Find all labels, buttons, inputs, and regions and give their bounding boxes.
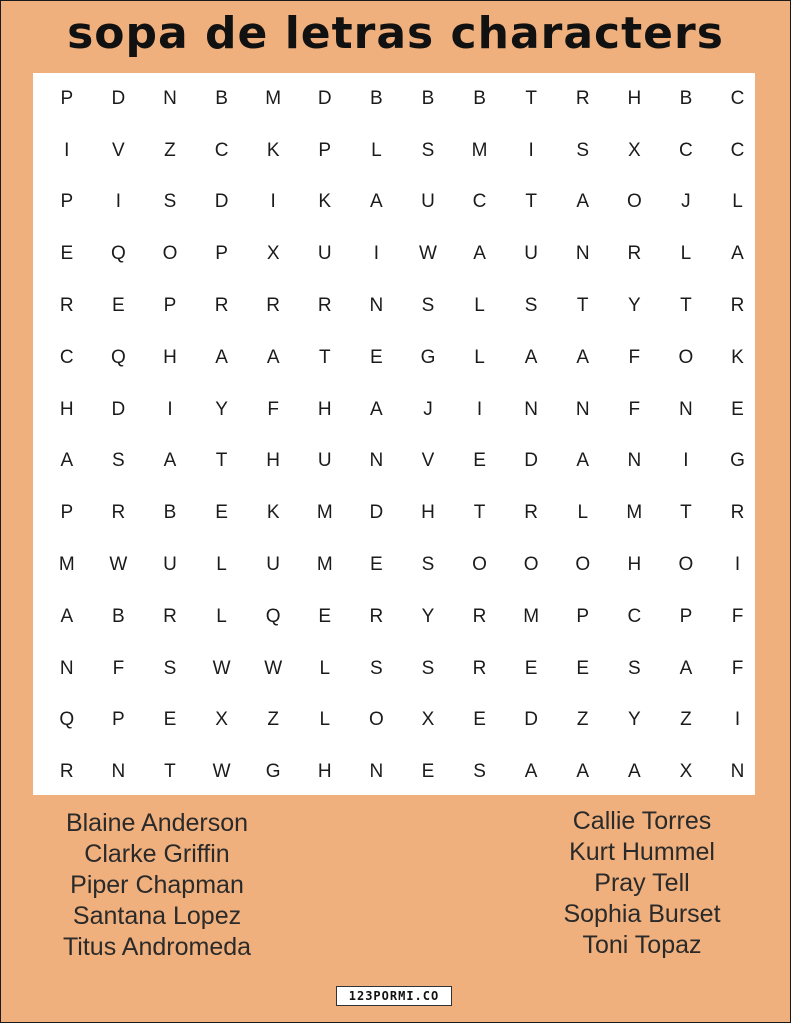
grid-cell[interactable]: M	[58, 554, 75, 576]
grid-cell[interactable]: F	[267, 398, 279, 420]
letter-grid	[41, 73, 763, 798]
grid-cell[interactable]: L	[216, 554, 227, 576]
grid-cell[interactable]: D	[524, 709, 538, 731]
grid-cell[interactable]: R	[369, 605, 384, 627]
grid-cell[interactable]: C	[730, 139, 745, 161]
grid-cell[interactable]: E	[473, 450, 486, 472]
grid-cell[interactable]: O	[678, 346, 694, 368]
grid-cell[interactable]: B	[370, 87, 383, 109]
grid-cell[interactable]: Q	[59, 709, 75, 731]
grid-cell[interactable]: S	[163, 657, 177, 679]
grid-cell[interactable]: D	[317, 87, 332, 109]
grid-cell[interactable]: U	[317, 243, 332, 265]
grid-cell[interactable]: L	[474, 346, 485, 368]
grid-cell[interactable]: R	[111, 502, 126, 524]
grid-cell[interactable]: T	[680, 295, 692, 317]
grid-cell[interactable]: B	[112, 605, 125, 627]
grid-cell[interactable]: I	[528, 139, 534, 161]
grid-cell[interactable]: L	[319, 657, 331, 679]
grid-cell[interactable]: L	[216, 605, 227, 627]
grid-cell[interactable]: A	[215, 346, 228, 368]
grid-cell[interactable]: P	[679, 605, 693, 627]
grid-cell[interactable]: R	[627, 243, 642, 265]
grid-cell[interactable]: S	[421, 139, 435, 161]
grid-cell[interactable]: G	[730, 450, 745, 472]
grid-cell[interactable]: O	[575, 554, 591, 576]
grid-cell[interactable]: F	[628, 398, 641, 420]
grid-cell[interactable]: A	[370, 398, 383, 420]
word-list-left	[46, 808, 268, 963]
word-list-item: Callie Torres	[572, 807, 712, 835]
grid-cell[interactable]: J	[681, 191, 691, 213]
grid-cell[interactable]: A	[627, 761, 641, 783]
grid-cell[interactable]: H	[627, 554, 642, 576]
grid-cell[interactable]: K	[266, 502, 280, 524]
grid-cell[interactable]: O	[368, 709, 384, 731]
grid-cell[interactable]: H	[59, 398, 74, 420]
puzzle-board	[33, 73, 755, 795]
page-title: sopa de letras characters	[67, 8, 724, 59]
grid-cell[interactable]: O	[472, 554, 487, 576]
grid-cell[interactable]: S	[627, 657, 641, 679]
grid-cell[interactable]: I	[167, 398, 173, 420]
grid-cell[interactable]: X	[627, 139, 641, 161]
grid-cell[interactable]: H	[421, 502, 435, 524]
grid-cell[interactable]: P	[60, 191, 74, 213]
grid-cell[interactable]: A	[524, 761, 538, 783]
grid-cell[interactable]: U	[317, 450, 332, 472]
grid-cell[interactable]: E	[60, 243, 74, 265]
grid-cell[interactable]: A	[576, 761, 590, 783]
grid-cell[interactable]: C	[472, 191, 487, 213]
grid-cell[interactable]: K	[731, 346, 744, 368]
grid-cell[interactable]: A	[576, 191, 590, 213]
grid-cell[interactable]: E	[524, 657, 538, 679]
grid-cell[interactable]: E	[473, 709, 486, 731]
grid-cell[interactable]: I	[115, 191, 122, 213]
grid-cell[interactable]: N	[369, 295, 384, 317]
grid-cell[interactable]: R	[266, 295, 281, 317]
grid-cell[interactable]: E	[163, 709, 177, 731]
grid-cell[interactable]: U	[421, 191, 435, 213]
grid-cell[interactable]: T	[164, 761, 176, 783]
grid-cell[interactable]: U	[524, 243, 538, 265]
grid-cell[interactable]: L	[319, 709, 331, 731]
grid-cell[interactable]: E	[112, 295, 125, 317]
grid-cell[interactable]: A	[60, 450, 74, 472]
grid-cell[interactable]: P	[60, 502, 74, 524]
grid-cell[interactable]: E	[576, 657, 590, 679]
grid-cell[interactable]: W	[212, 761, 231, 783]
grid-cell[interactable]: S	[524, 295, 538, 317]
grid-cell[interactable]: A	[370, 191, 383, 213]
grid-cell[interactable]: R	[317, 295, 332, 317]
grid-cell[interactable]: R	[730, 502, 745, 524]
grid-cell[interactable]: T	[680, 502, 692, 524]
grid-cell[interactable]: L	[680, 243, 692, 265]
grid-cell[interactable]: I	[683, 450, 689, 472]
grid-cell[interactable]: N	[163, 87, 177, 109]
grid-cell[interactable]: Y	[215, 398, 228, 420]
grid-cell[interactable]: N	[524, 398, 538, 420]
grid-cell[interactable]: M	[265, 87, 282, 109]
grid-cell[interactable]: P	[215, 243, 228, 265]
grid-cell[interactable]: H	[317, 761, 332, 783]
grid-cell[interactable]: S	[421, 295, 435, 317]
grid-cell[interactable]: T	[576, 295, 589, 317]
grid-cell[interactable]: M	[316, 502, 333, 524]
grid-cell[interactable]: C	[59, 346, 74, 368]
word-list-item: Clarke Griffin	[84, 840, 230, 868]
grid-cell[interactable]: N	[111, 761, 126, 783]
grid-cell[interactable]: B	[421, 87, 435, 109]
grid-cell[interactable]: I	[373, 243, 379, 265]
grid-cell[interactable]: W	[418, 243, 437, 265]
grid-cell[interactable]: Y	[627, 295, 641, 317]
grid-cell[interactable]: V	[112, 139, 125, 161]
grid-cell[interactable]: H	[317, 398, 332, 420]
grid-cell[interactable]: B	[679, 87, 693, 109]
grid-cell[interactable]: O	[523, 554, 539, 576]
grid-cell[interactable]: R	[472, 605, 487, 627]
word-list-item: Sophia Burset	[563, 900, 721, 928]
grid-cell[interactable]: Z	[576, 709, 589, 731]
grid-cell[interactable]: E	[421, 761, 435, 783]
grid-cell[interactable]: W	[109, 554, 128, 576]
grid-cell[interactable]: E	[370, 346, 383, 368]
grid-cell[interactable]: W	[212, 657, 231, 679]
word-list-item: Kurt Hummel	[569, 838, 715, 866]
grid-cell[interactable]: R	[472, 657, 487, 679]
grid-cell[interactable]: T	[525, 191, 537, 213]
grid-cell[interactable]: F	[628, 346, 641, 368]
grid-cell[interactable]: A	[473, 243, 486, 265]
grid-cell[interactable]: R	[730, 295, 745, 317]
grid-cell[interactable]: T	[318, 346, 331, 368]
grid-cell[interactable]: Z	[164, 139, 176, 161]
grid-cell[interactable]: N	[369, 450, 384, 472]
grid-cell[interactable]: Q	[265, 605, 281, 627]
grid-cell[interactable]: S	[370, 657, 383, 679]
grid-cell[interactable]: I	[270, 191, 276, 213]
grid-cell[interactable]: A	[60, 605, 74, 627]
grid-cell[interactable]: M	[523, 605, 540, 627]
grid-cell[interactable]: M	[626, 502, 643, 524]
grid-cell[interactable]: O	[626, 191, 642, 213]
grid-cell[interactable]: V	[421, 450, 435, 472]
grid-cell[interactable]: N	[627, 450, 642, 472]
grid-cell[interactable]: I	[734, 554, 741, 576]
grid-cell[interactable]: P	[163, 295, 177, 317]
grid-cell[interactable]: S	[576, 139, 590, 161]
grid-cell[interactable]: C	[214, 139, 229, 161]
grid-cell[interactable]: N	[575, 398, 590, 420]
grid-cell[interactable]: C	[679, 139, 693, 161]
grid-cell[interactable]: L	[474, 295, 485, 317]
grid-cell[interactable]: C	[730, 87, 745, 109]
grid-cell[interactable]: R	[59, 295, 74, 317]
grid-cell[interactable]: D	[111, 398, 126, 420]
grid-cell[interactable]: M	[316, 554, 333, 576]
grid-cell[interactable]: S	[421, 554, 435, 576]
grid-cell[interactable]: Q	[111, 243, 126, 265]
grid-cell[interactable]: A	[524, 346, 538, 368]
word-list-item: Pray Tell	[594, 869, 690, 897]
grid-cell[interactable]: N	[730, 761, 745, 783]
grid-cell[interactable]: S	[473, 761, 486, 783]
grid-cell[interactable]: I	[734, 709, 741, 731]
grid-cell[interactable]: B	[163, 502, 177, 524]
grid-cell[interactable]: B	[215, 87, 228, 109]
grid-cell[interactable]: R	[214, 295, 229, 317]
word-list-item: Piper Chapman	[70, 871, 244, 899]
grid-cell[interactable]: T	[473, 502, 486, 524]
grid-cell[interactable]: L	[577, 502, 589, 524]
grid-cell[interactable]: P	[318, 139, 332, 161]
grid-cell[interactable]: P	[60, 87, 74, 109]
grid-cell[interactable]: C	[627, 605, 642, 627]
grid-cell[interactable]: D	[524, 450, 538, 472]
grid-cell[interactable]: T	[525, 87, 537, 109]
grid-cell[interactable]: W	[264, 657, 283, 679]
grid-cell[interactable]: P	[576, 605, 590, 627]
grid-cell[interactable]: B	[473, 87, 486, 109]
grid-cell[interactable]: P	[112, 709, 125, 731]
word-list-item: Blaine Anderson	[65, 809, 249, 837]
grid-cell[interactable]: H	[163, 346, 177, 368]
grid-cell[interactable]: M	[471, 139, 488, 161]
grid-cell[interactable]: R	[524, 502, 538, 524]
grid-cell[interactable]: J	[423, 398, 433, 420]
grid-cell[interactable]: X	[421, 709, 435, 731]
grid-cell[interactable]: Y	[421, 605, 435, 627]
grid-cell[interactable]: E	[318, 605, 332, 627]
grid-cell[interactable]: N	[679, 398, 693, 420]
grid-cell[interactable]: N	[575, 243, 590, 265]
grid-cell[interactable]: H	[266, 450, 281, 472]
grid-cell[interactable]: N	[369, 761, 384, 783]
grid-cell[interactable]: Z	[680, 709, 692, 731]
grid-cell[interactable]: R	[59, 761, 74, 783]
grid-cell[interactable]: X	[679, 761, 693, 783]
word-list-item: Santana Lopez	[72, 902, 242, 930]
grid-cell[interactable]: R	[575, 87, 590, 109]
grid-cell[interactable]: A	[679, 657, 693, 679]
grid-cell[interactable]: A	[266, 346, 280, 368]
grid-cell[interactable]: R	[163, 605, 177, 627]
grid-cell[interactable]: D	[369, 502, 384, 524]
grid-cell[interactable]: U	[266, 554, 281, 576]
word-list-item: Toni Topaz	[582, 931, 702, 959]
grid-cell[interactable]: O	[678, 554, 694, 576]
grid-cell[interactable]: I	[476, 398, 483, 420]
grid-cell[interactable]: H	[627, 87, 642, 109]
grid-cell[interactable]: K	[266, 139, 280, 161]
grid-cell[interactable]: G	[265, 761, 281, 783]
grid-cell[interactable]: X	[215, 709, 228, 731]
grid-cell[interactable]: Y	[627, 709, 641, 731]
grid-cell[interactable]: T	[215, 450, 228, 472]
grid-cell[interactable]: F	[731, 657, 744, 679]
grid-cell[interactable]: D	[111, 87, 126, 109]
grid-cell[interactable]: A	[576, 450, 590, 472]
grid-cell[interactable]: A	[163, 450, 177, 472]
grid-cell[interactable]: Q	[111, 346, 126, 368]
grid-cell[interactable]: E	[370, 554, 383, 576]
grid-cell[interactable]: F	[112, 657, 125, 679]
grid-cell[interactable]: K	[318, 191, 332, 213]
grid-cell[interactable]: D	[214, 191, 229, 213]
grid-cell[interactable]: O	[162, 243, 178, 265]
grid-cell[interactable]: S	[421, 657, 435, 679]
grid-cell[interactable]: A	[576, 346, 590, 368]
grid-cell[interactable]: N	[59, 657, 74, 679]
grid-cell[interactable]: X	[266, 243, 280, 265]
grid-cell[interactable]: A	[731, 243, 744, 265]
grid-cell[interactable]: I	[64, 139, 70, 161]
grid-cell[interactable]: U	[163, 554, 177, 576]
grid-cell[interactable]: F	[731, 605, 744, 627]
word-list-right	[540, 806, 744, 961]
grid-cell[interactable]: S	[163, 191, 177, 213]
grid-cell[interactable]: L	[732, 191, 743, 213]
grid-cell[interactable]: G	[420, 346, 436, 368]
grid-cell[interactable]: E	[731, 398, 744, 420]
grid-cell[interactable]: E	[215, 502, 228, 524]
grid-cell[interactable]: Z	[267, 709, 279, 731]
grid-cell[interactable]: L	[371, 139, 382, 161]
grid-cell[interactable]: S	[112, 450, 125, 472]
word-list-item: Titus Andromeda	[62, 933, 252, 961]
site-logo: 123PORMI.CO	[336, 986, 452, 1006]
